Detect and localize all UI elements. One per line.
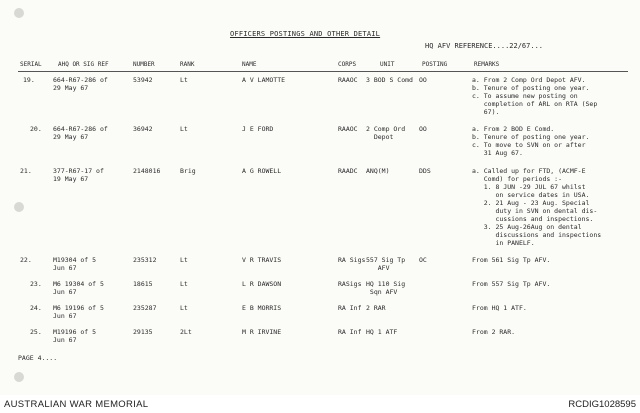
number-cell: 2148016 xyxy=(133,167,161,175)
corps-cell: RAAOC xyxy=(338,76,358,84)
header-unit: UNIT xyxy=(380,61,395,68)
serial-cell: 22. xyxy=(20,256,32,264)
corps-cell: RA Inf xyxy=(338,328,362,336)
archive-name: AUSTRALIAN WAR MEMORIAL xyxy=(4,399,149,410)
name-cell: M R IRVINE xyxy=(242,328,282,336)
posting-cell: OC xyxy=(419,256,427,264)
header-number: NUMBER xyxy=(133,61,155,68)
corps-cell: RASigs xyxy=(338,280,362,288)
rank-cell: 2Lt xyxy=(180,328,192,336)
corps-cell: RA Sigs xyxy=(338,256,366,264)
serial-cell: 24. xyxy=(30,304,42,312)
unit-cell: HQ 1 ATF xyxy=(366,328,398,336)
header-rule xyxy=(18,71,628,72)
unit-cell: 3 BOD S Comd xyxy=(366,76,413,84)
header-rank: RANK xyxy=(180,61,195,68)
remarks-cell: From 557 Sig Tp AFV. xyxy=(472,280,551,288)
serial-cell: 23. xyxy=(30,280,42,288)
number-cell: 18615 xyxy=(133,280,153,288)
ahq-ref-cell: M6 19196 of 5 Jun 67 xyxy=(53,304,104,320)
name-cell: L R DAWSON xyxy=(242,280,282,288)
posting-cell: OO xyxy=(419,125,427,133)
corps-cell: RA Inf xyxy=(338,304,362,312)
name-cell: J E FORD xyxy=(242,125,274,133)
header-ahq: AHQ OR SIG REF xyxy=(58,61,109,68)
number-cell: 53942 xyxy=(133,76,153,84)
rank-cell: Brig xyxy=(180,167,196,175)
remarks-cell: a. From 2 Comp Ord Depot AFV. b. Tenure of posting one year. c. To assume new posting on completion of ARL on RTA (Sep 67). xyxy=(472,76,598,116)
rank-cell: Lt xyxy=(180,304,188,312)
corps-cell: RAAOC xyxy=(338,125,358,133)
document-title: OFFICERS POSTINGS AND OTHER DETAIL xyxy=(230,30,381,38)
header-name: NAME xyxy=(242,61,257,68)
unit-cell: ANQ(M) xyxy=(366,167,390,175)
name-cell: E B MORRIS xyxy=(242,304,282,312)
rank-cell: Lt xyxy=(180,125,188,133)
posting-cell: DDS xyxy=(419,167,431,175)
serial-cell: 25. xyxy=(30,328,42,336)
number-cell: 235287 xyxy=(133,304,157,312)
punch-hole xyxy=(14,202,24,212)
name-cell: A G ROWELL xyxy=(242,167,282,175)
ahq-ref-cell: 664-R67-286 of 29 May 67 xyxy=(53,76,108,92)
number-cell: 235312 xyxy=(133,256,157,264)
serial-cell: 20. xyxy=(30,125,42,133)
archive-footer xyxy=(0,395,640,413)
remarks-cell: a. From 2 BOD E Comd. b. Tenure of posting one year. c. To move to SVN on or after 31 Aug 67. xyxy=(472,125,590,157)
name-cell: A V LAMOTTE xyxy=(242,76,286,84)
reference-number: HQ AFV REFERENCE....22/67... xyxy=(425,42,544,50)
posting-cell: OO xyxy=(419,76,427,84)
ahq-ref-cell: M19304 of 5 Jun 67 xyxy=(53,256,97,272)
ahq-ref-cell: 377-R67-17 of 19 May 67 xyxy=(53,167,104,183)
number-cell: 29135 xyxy=(133,328,153,336)
unit-cell: 2 Comp Ord Depot xyxy=(366,125,406,141)
header-posting: POSTING xyxy=(422,61,448,68)
header-corps: CORPS xyxy=(338,61,357,68)
page-marker: PAGE 4.... xyxy=(18,354,58,362)
corps-cell: RAADC xyxy=(338,167,358,175)
serial-cell: 21. xyxy=(20,167,32,175)
unit-cell: HQ 110 Sig Sqn AFV xyxy=(366,280,406,296)
header-remarks: REMARKS xyxy=(474,61,500,68)
punch-hole xyxy=(14,8,24,18)
remarks-cell: From 561 Sig Tp AFV. xyxy=(472,256,551,264)
serial-cell: 19. xyxy=(23,76,35,84)
rank-cell: Lt xyxy=(180,76,188,84)
number-cell: 36942 xyxy=(133,125,153,133)
remarks-cell: a. Called up for FTD, (ACMF-E Comd) for periods :- 1. 8 JUN -29 JUL 67 whilst on service dates in USA. 2. 21 Aug - 23 Aug. Special duty in SVN on dental dis- cussions and inspections. 3. 25 Aug-26Aug on dental discussions and inspections in PANELF. xyxy=(472,167,602,247)
ahq-ref-cell: M19196 of 5 Jun 67 xyxy=(53,328,97,344)
remarks-cell: From 2 RAR. xyxy=(472,328,516,336)
archive-id: RCDIG1028595 xyxy=(568,399,636,410)
unit-cell: 2 RAR xyxy=(366,304,386,312)
ahq-ref-cell: M6 19304 of 5 Jun 67 xyxy=(53,280,104,296)
rank-cell: Lt xyxy=(180,280,188,288)
header-serial: SERIAL xyxy=(20,61,42,68)
rank-cell: Lt xyxy=(180,256,188,264)
ahq-ref-cell: 664-R67-286 of 29 May 67 xyxy=(53,125,108,141)
name-cell: V R TRAVIS xyxy=(242,256,282,264)
unit-cell: 557 Sig Tp AFV xyxy=(366,256,406,272)
remarks-cell: From HQ 1 ATF. xyxy=(472,304,527,312)
punch-hole xyxy=(14,372,24,382)
